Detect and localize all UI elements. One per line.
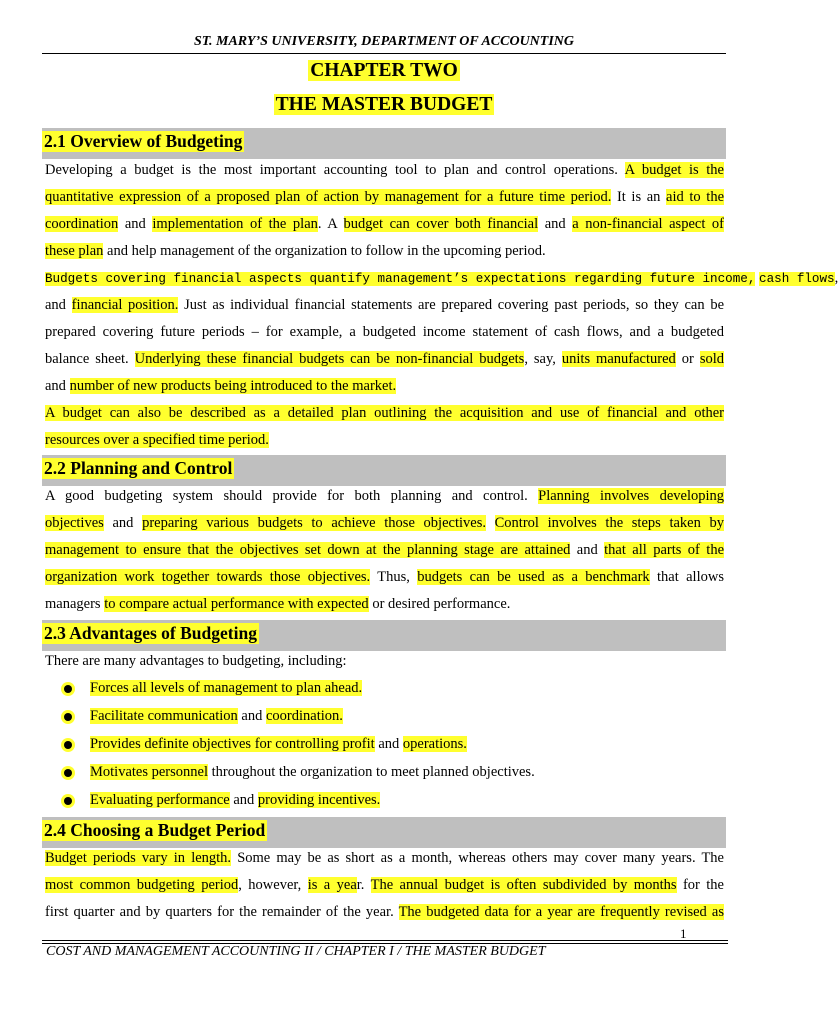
highlighted-text: coordination: [45, 216, 119, 232]
highlighted-text: most common budgeting period: [45, 877, 239, 893]
text-run: ,: [834, 270, 838, 286]
text-run: and: [229, 792, 258, 808]
highlighted-text: Facilitate communication: [90, 708, 238, 724]
section-heading-2-4: 2.4 Choosing a Budget Period: [42, 817, 726, 848]
text-line: [45, 238, 724, 265]
highlighted-text: budget can cover both financial: [343, 216, 539, 232]
text-run: or desired performance.: [368, 596, 511, 612]
highlighted-text: aid to the: [666, 189, 725, 205]
highlighted-text: preparing various budgets to achieve those objectives.: [142, 515, 486, 531]
running-header-text: ST. MARY’S UNIVERSITY, DEPARTMENT OF ACCOUNTING: [193, 34, 575, 49]
text-run: and: [45, 297, 72, 313]
highlighted-text: quantitative expression of a proposed plan of action by management for a future time period.: [45, 189, 612, 205]
highlighted-text: The annual budget is often subdivided by months: [370, 877, 677, 893]
highlighted-text: Budget periods vary in length.: [45, 850, 232, 866]
list-item: [60, 674, 720, 702]
text-run: Developing a budget is the most important accounting tool to plan and control operations.: [45, 162, 625, 178]
highlighted-text: number of new products being introduced to the market.: [69, 378, 397, 394]
highlighted-text: Forces all levels of management to plan ahead.: [90, 680, 363, 696]
bullet-icon: [64, 741, 72, 749]
highlighted-text: these plan: [45, 243, 104, 259]
footer-rule: [42, 940, 728, 941]
highlighted-text: Provides definite objectives for controlling profit: [90, 736, 375, 752]
section-2-3-intro: There are many advantages to budgeting, including:: [45, 653, 347, 669]
text-line: [45, 510, 724, 537]
highlighted-text: operations.: [402, 736, 467, 752]
highlighted-text: The budgeted data for a year are frequently revised as: [398, 904, 725, 920]
text-run: balance sheet.: [45, 351, 135, 367]
text-run: , say,: [524, 351, 562, 367]
highlighted-text: objectives: [45, 515, 104, 531]
running-header: [42, 34, 726, 54]
highlighted-text: implementation of the plan: [152, 216, 318, 232]
text-run: r.: [356, 877, 371, 893]
section-2-4-body: [45, 845, 724, 926]
highlighted-text: sold: [699, 351, 724, 367]
text-line: [45, 872, 724, 899]
text-line: [45, 265, 838, 292]
text-run: or: [675, 351, 700, 367]
text-line: [45, 483, 724, 510]
text-run: and: [570, 542, 605, 558]
text-run: that allows: [649, 569, 724, 585]
advantages-list: [60, 674, 720, 814]
chapter-number: CHAPTER TWO: [310, 60, 458, 81]
text-run: and: [538, 216, 573, 232]
section-heading-2-2: 2.2 Planning and Control: [42, 455, 726, 486]
text-run: and: [374, 736, 403, 752]
text-line: [45, 346, 724, 373]
highlighted-text: a non-financial aspect of: [572, 216, 725, 232]
text-run: prepared covering future periods – for example, a budgeted income statement of cash flows, and a budgeted: [45, 324, 724, 340]
highlighted-text: Evaluating performance: [90, 792, 230, 808]
text-line: [45, 537, 724, 564]
section-heading-2-3: 2.3 Advantages of Budgeting: [42, 620, 726, 651]
highlighted-text: cash flows: [759, 272, 835, 286]
highlighted-text: providing incentives.: [257, 792, 381, 808]
bullet-icon: [64, 713, 72, 721]
text-run: and help management of the organization to follow in the upcoming period.: [103, 243, 546, 259]
list-item: [60, 702, 720, 730]
list-item: [60, 758, 720, 786]
text-run: throughout the organization to meet planned objectives.: [208, 764, 535, 780]
highlighted-text: to compare actual performance with expected: [104, 596, 369, 612]
highlighted-text: Control involves the steps taken by: [494, 515, 725, 531]
section-2-2-body: [45, 483, 724, 618]
section-2-1-body: [45, 157, 838, 454]
text-line: [45, 845, 724, 872]
section-heading-2-1: 2.1 Overview of Budgeting: [42, 128, 726, 159]
text-run: and: [237, 708, 266, 724]
highlighted-text: resources over a specified time period.: [45, 432, 269, 448]
text-run: It is an: [611, 189, 667, 205]
page-number: 1: [680, 926, 687, 941]
highlighted-text: management to ensure that the objectives set down at the planning stage are attained: [45, 542, 571, 558]
text-run: Thus,: [370, 569, 418, 585]
text-line: [45, 157, 724, 184]
highlighted-text: Motivates personnel: [90, 764, 208, 780]
text-run: managers: [45, 596, 105, 612]
highlighted-text: financial position.: [71, 297, 179, 313]
text-line: [45, 400, 724, 427]
text-line: [45, 591, 724, 618]
highlighted-text: organization work together towards those objectives.: [45, 569, 371, 585]
bullet-icon: [64, 797, 72, 805]
bullet-icon: [64, 685, 72, 693]
highlighted-text: coordination.: [265, 708, 343, 724]
highlighted-text: is a yea: [307, 877, 357, 893]
highlighted-text: Budgets covering financial aspects quantify management’s expectations regarding future income,: [45, 272, 756, 286]
text-run: . A: [317, 216, 344, 232]
highlighted-text: A budget can also be described as a detailed plan outlining the acquisition and use of financial and other: [45, 405, 724, 421]
text-run: , however,: [238, 877, 308, 893]
text-run: A good budgeting system should provide for both planning and control.: [45, 488, 539, 504]
highlighted-text: units manufactured: [561, 351, 676, 367]
list-item: [60, 786, 720, 814]
text-run: Some may be as short as a month, whereas others may cover many years. The: [231, 850, 724, 866]
text-line: [45, 292, 724, 319]
text-run: and: [103, 515, 143, 531]
text-run: for the: [676, 877, 724, 893]
text-line: [45, 427, 724, 454]
list-item: [60, 730, 720, 758]
text-line: [45, 211, 724, 238]
bullet-icon: [64, 769, 72, 777]
text-run: first quarter and by quarters for the remainder of the year.: [45, 904, 399, 920]
highlighted-text: Underlying these financial budgets can be non-financial budgets: [134, 351, 525, 367]
highlighted-text: A budget is the: [624, 162, 724, 178]
text-run: Just as individual financial statements are prepared covering past periods, so they can be: [178, 297, 725, 313]
highlighted-text: Planning involves developing: [538, 488, 725, 504]
text-line: [45, 184, 724, 211]
text-line: [45, 319, 724, 346]
highlighted-text: that all parts of the: [604, 542, 725, 558]
text-line: [45, 373, 724, 400]
text-run: [486, 515, 495, 531]
text-run: and: [118, 216, 153, 232]
text-line: [45, 899, 724, 926]
chapter-title: THE MASTER BUDGET: [275, 94, 493, 115]
running-footer: COST AND MANAGEMENT ACCOUNTING II / CHAPTER I / THE MASTER BUDGET: [46, 944, 546, 959]
text-run: and: [45, 378, 70, 394]
highlighted-text: budgets can be used as a benchmark: [417, 569, 650, 585]
text-line: [45, 564, 724, 591]
